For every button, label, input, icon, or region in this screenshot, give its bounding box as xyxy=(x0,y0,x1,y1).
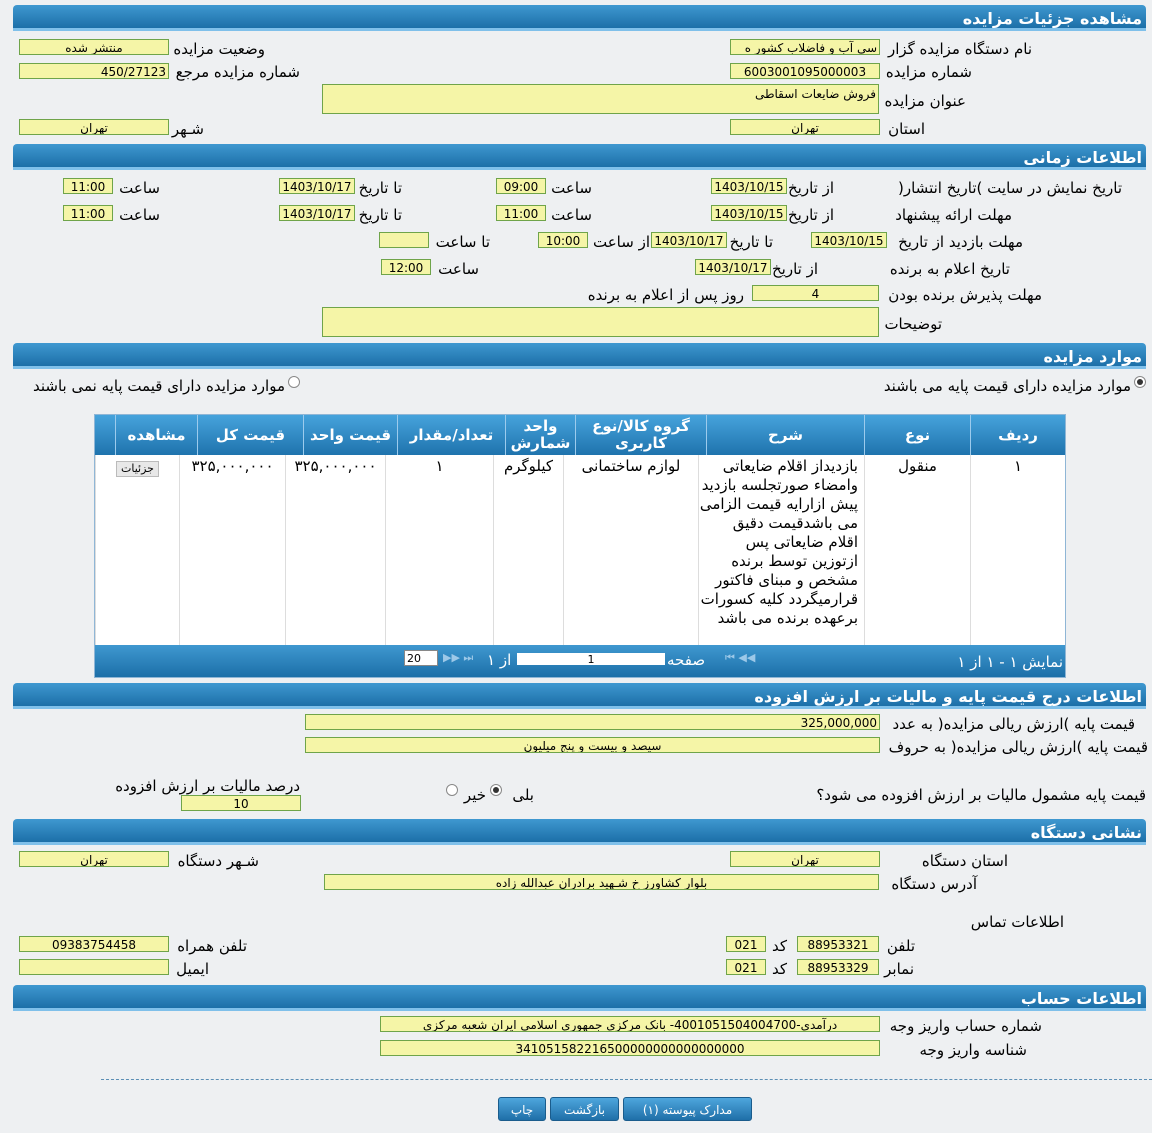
cell-total: ۳۲۵,۰۰۰,۰۰۰ xyxy=(179,455,285,645)
winner-from-label: از تاریخ xyxy=(771,260,818,278)
description-label: توضیحات xyxy=(884,315,942,333)
cell-unit: کیلوگرم xyxy=(493,455,563,645)
accept-label: مهلت پذیرش برنده بودن xyxy=(888,286,1042,304)
items-table xyxy=(94,414,1066,678)
auction-title-field[interactable]: فروش ضایعات اسقاطی xyxy=(322,84,879,114)
winner-hour-label: ساعت xyxy=(438,260,479,278)
offer-to-time[interactable]: 11:00 xyxy=(63,205,113,221)
ref-number-field[interactable]: 450/27123 xyxy=(19,63,169,79)
publish-from-hour-label: ساعت xyxy=(551,179,592,197)
items-table-header xyxy=(95,415,1065,455)
vat-yes-radio[interactable] xyxy=(490,784,502,796)
visit-from-hour-label: از ساعت xyxy=(593,233,650,251)
table-pager xyxy=(95,645,1065,677)
col-row: ردیف xyxy=(970,415,1065,455)
fax-field[interactable]: 88953329 xyxy=(797,959,879,975)
has-base-price-radio[interactable] xyxy=(1134,376,1146,388)
email-label: ایمیل xyxy=(176,960,209,978)
attachments-button[interactable]: مدارک پیوسته (۱) xyxy=(623,1097,752,1121)
vat-no-label: خیر xyxy=(463,786,486,804)
offer-from-label: از تاریخ xyxy=(787,206,834,224)
auction-number-label: شماره مزایده xyxy=(885,63,972,81)
page-of-label: از ۱ xyxy=(487,651,512,669)
mobile-label: تلفن همراه xyxy=(177,937,247,955)
org-address-field[interactable]: بلوار کشاورز خ شـهید برادران عبدالله زاده xyxy=(324,874,879,890)
phone-code-label: کد xyxy=(771,937,787,955)
first-page-icon[interactable]: ⏮ ◀◀ xyxy=(725,651,756,664)
visit-from-hour[interactable]: 10:00 xyxy=(538,232,588,248)
cell-row: ۱ xyxy=(970,455,1065,645)
phone-code-field[interactable]: 021 xyxy=(726,936,766,952)
org-city-field[interactable]: تهران xyxy=(19,851,169,867)
page-input[interactable]: 1 xyxy=(517,653,665,665)
cell-view xyxy=(95,455,179,645)
accept-suffix: روز پس از اعلام به برنده xyxy=(587,286,744,304)
cell-desc: بازدیداز اقلام ضایعاتی وامضاء صورتجلسه بازدید پیش ازارایه قیمت الزامی می باشدقیمت دقیق اقلام ضایعاتی پس ازتوزین توسط برنده مشخص و مبنای فاکتور قرارمیگردد کلیه کسورات برعهده برنده می باشد xyxy=(698,455,864,645)
visit-label: مهلت بازدید از تاریخ xyxy=(898,233,1023,251)
fax-code-label: کد xyxy=(771,960,787,978)
phone-label: تلفن xyxy=(886,937,915,955)
winner-time[interactable]: 12:00 xyxy=(381,259,431,275)
city-field[interactable]: تهران xyxy=(19,119,169,135)
description-field[interactable] xyxy=(322,307,879,337)
province-field[interactable]: تهران xyxy=(730,119,880,135)
payment-id-label: شناسه واریز وجه xyxy=(919,1041,1027,1059)
no-base-price-radio[interactable] xyxy=(288,376,300,388)
cell-group: لوازم ساختمانی xyxy=(563,455,698,645)
org-city-label: شـهر دستگاه xyxy=(177,852,259,870)
auction-title-label: عنوان مزایده xyxy=(884,92,966,110)
last-page-icon[interactable]: ▶▶ ⏭ xyxy=(443,651,474,664)
visit-to-date[interactable]: 1403/10/17 xyxy=(651,232,727,248)
offer-from-time[interactable]: 11:00 xyxy=(496,205,546,221)
col-type: نوع xyxy=(864,415,970,455)
org-field[interactable]: سی آب و فاضلاب کشور ه xyxy=(730,39,880,55)
section-header-price: اطلاعات درج قیمت پایه و مالیات بر ارزش افزوده xyxy=(13,683,1146,709)
back-button[interactable]: بازگشت xyxy=(550,1097,619,1121)
base-price-number-label: قیمت پایه )ارزش ریالی مزایده( به عدد xyxy=(892,715,1135,733)
auction-number-field[interactable]: 6003001095000003 xyxy=(730,63,880,79)
org-province-label: استان دستگاه xyxy=(921,852,1008,870)
publish-label: تاریخ نمایش در سایت )تاریخ انتشار( xyxy=(898,179,1122,197)
email-field[interactable] xyxy=(19,959,169,975)
base-price-number-field[interactable]: 325,000,000 xyxy=(305,714,880,730)
col-group: گروه کالا/نوع کاربری xyxy=(575,415,706,455)
fax-code-field[interactable]: 021 xyxy=(726,959,766,975)
section-header-time: اطلاعات زمانی xyxy=(13,144,1146,170)
offer-from-date[interactable]: 1403/10/15 xyxy=(711,205,787,221)
vat-percent-field[interactable]: 10 xyxy=(181,795,301,811)
org-label: نام دستگاه مزایده گزار xyxy=(887,40,1032,58)
col-unit-price: قیمت واحد xyxy=(303,415,397,455)
payment-id-field[interactable]: 341051582216500000000000000000 xyxy=(380,1040,880,1056)
vat-yes-label: بلی xyxy=(512,786,534,804)
cell-qty: ۱ xyxy=(385,455,493,645)
section-header-details: مشاهده جزئیات مزایده xyxy=(13,5,1146,31)
publish-to-date[interactable]: 1403/10/17 xyxy=(279,178,355,194)
print-button[interactable]: چاپ xyxy=(498,1097,546,1121)
status-field[interactable]: منتشر شده xyxy=(19,39,169,55)
phone-field[interactable]: 88953321 xyxy=(797,936,879,952)
city-label: شـهر xyxy=(171,120,204,138)
vat-question: قیمت پایه مشمول مالیات بر ارزش افزوده می شود؟ xyxy=(816,786,1146,804)
section-header-items: موارد مزایده xyxy=(13,343,1146,369)
winner-label: تاریخ اعلام به برنده xyxy=(889,260,1010,278)
visit-to-label: تا تاریخ xyxy=(729,233,773,251)
cell-type: منقول xyxy=(864,455,970,645)
base-price-text-label: قیمت پایه )ارزش ریالی مزایده( به حروف xyxy=(888,738,1148,756)
page-label: صفحه xyxy=(667,651,706,669)
col-total: قیمت کل xyxy=(197,415,303,455)
offer-to-hour-label: ساعت xyxy=(119,206,160,224)
page-size-input[interactable]: 20 xyxy=(404,650,438,666)
col-qty: تعداد/مقدار xyxy=(397,415,505,455)
publish-to-hour-label: ساعت xyxy=(119,179,160,197)
col-unit: واحد شمارش xyxy=(505,415,575,455)
account-number-label: شماره حساب واریز وجه xyxy=(889,1017,1042,1035)
visit-to-hour-label: تا ساعت xyxy=(435,233,490,251)
offer-from-hour-label: ساعت xyxy=(551,206,592,224)
org-province-field[interactable]: تهران xyxy=(730,851,880,867)
publish-from-label: از تاریخ xyxy=(787,179,834,197)
cell-unit-price: ۳۲۵,۰۰۰,۰۰۰ xyxy=(285,455,385,645)
offer-label: مهلت ارائه پیشنهاد xyxy=(895,206,1012,224)
ref-number-label: شماره مزایده مرجع xyxy=(175,63,300,81)
publish-from-time[interactable]: 09:00 xyxy=(496,178,546,194)
pager-summary: نمایش ۱ - ۱ از ۱ xyxy=(957,653,1063,671)
publish-to-time[interactable]: 11:00 xyxy=(63,178,113,194)
details-button[interactable]: جزئیات xyxy=(116,461,159,477)
contact-info-label: اطلاعات تماس xyxy=(970,913,1064,931)
no-base-price-label: موارد مزایده دارای قیمت پایه نمی باشند xyxy=(33,377,285,395)
account-number-field[interactable]: درآمدی-4001051504004700- بانک مرکزی جمهوری اسلامی ایران شعبه مرکزی xyxy=(380,1016,880,1032)
mobile-field[interactable]: 09383754458 xyxy=(19,936,169,952)
visit-to-hour[interactable] xyxy=(379,232,429,248)
vat-no-radio[interactable] xyxy=(446,784,458,796)
col-view: مشاهده xyxy=(115,415,197,455)
offer-to-date[interactable]: 1403/10/17 xyxy=(279,205,355,221)
section-header-account: اطلاعات حساب xyxy=(13,985,1146,1011)
org-address-label: آدرس دستگاه xyxy=(891,875,977,893)
section-header-address: نشانی دستگاه xyxy=(13,819,1146,845)
col-desc: شرح xyxy=(706,415,864,455)
has-base-price-label: موارد مزایده دارای قیمت پایه می باشند xyxy=(883,377,1131,395)
visit-from-date[interactable]: 1403/10/15 xyxy=(811,232,887,248)
accept-days-field[interactable]: 4 xyxy=(752,285,879,301)
publish-to-label: تا تاریخ xyxy=(358,179,402,197)
winner-date[interactable]: 1403/10/17 xyxy=(695,259,771,275)
divider xyxy=(101,1079,1152,1080)
vat-percent-label: درصد مالیات بر ارزش افزوده xyxy=(115,777,300,795)
province-label: استان xyxy=(888,120,925,138)
publish-from-date[interactable]: 1403/10/15 xyxy=(711,178,787,194)
offer-to-label: تا تاریخ xyxy=(358,206,402,224)
status-label: وضعیت مزایده xyxy=(173,40,265,58)
fax-label: نمابر xyxy=(884,960,914,978)
base-price-text-field[interactable]: سیصد و بیست و پنج میلیون xyxy=(305,737,880,753)
